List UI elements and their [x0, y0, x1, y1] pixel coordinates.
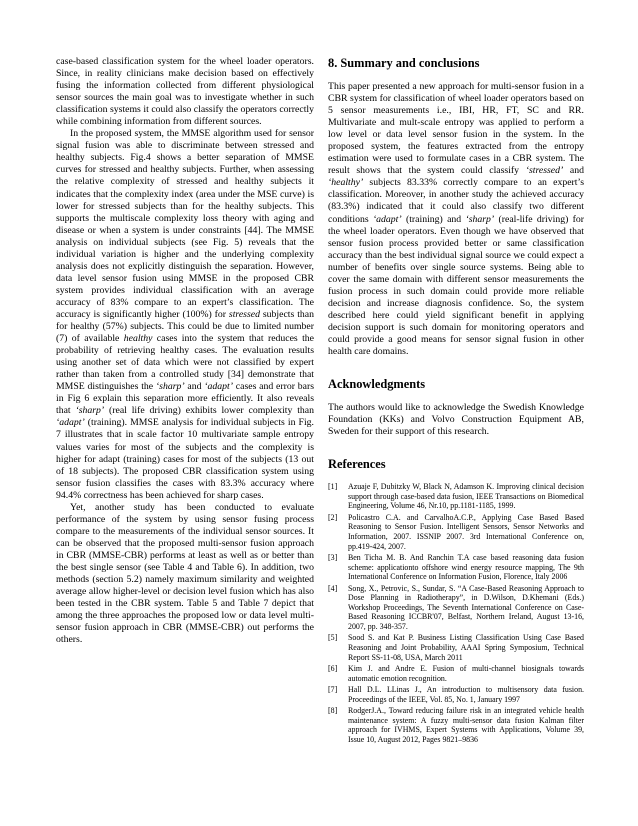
section-heading-acknowledgments: Acknowledgments: [328, 377, 426, 392]
reference-item: [328, 706, 584, 744]
text-run: case-based classification system for the wheel loader operators. Since, in reality clinicians make decision based on effectively fusing the information collected from different physiological sensor sources the main goal was to investigate whether in such classification systems it could also classify the operators correctly while combining information from different sources.: [56, 56, 314, 128]
section-heading-references: References: [328, 457, 386, 472]
reference-item: [328, 482, 584, 511]
italic-run: ‘sharp’: [75, 405, 105, 417]
text-run: cases and error bars in Fig 6 explain this separation more efficiently. It also reveals that: [56, 381, 314, 417]
text-run: Yet, another study has been conducted to evaluate performance of the system by using sensor fusing process compare to the measurements of the individual sensor sources. It can be observed that the proposed multi-sensor fusion approach in CBR (MMSE-CBR) performs at least as well as or better than the best single sensor (see Table 4 and Table 6). In addition, two methods (section 5.2) namely maximum similarity and weighted average allow higher-level or decision level fusion which has also been tested in the CBR system. Table 5 and Table 7 depict that among the three approaches the proposed low or data level multi-sensor fusion approach in CBR (MMSE-CBR) out performs the others.: [56, 501, 314, 646]
reference-list: [328, 482, 584, 744]
text-run: cases into the system that reduces the probability of retrieving healthy cases. The evaluation results using another set of data which were not classified by expert rather than taken from a controlled study [34] demonstrate that MMSE distinguishes the: [56, 333, 314, 393]
reference-text: Kim J. and Andre E. Fusion of multi-channel biosignals towards automatic emotion recognition.: [348, 664, 584, 683]
text-run: and: [563, 165, 584, 177]
left-column: [56, 56, 314, 646]
acknowledgments-paragraph: The authors would like to acknowledge the Swedish Knowledge Foundation (KKs) and Volvo Construction Equipment AB, Sweden for their support of this research.: [328, 402, 584, 438]
text-run: (training). MMSE analysis for individual subjects in Fig. 7 illustrates that in scale factor 10 multivariate sample entropy values varies for most of the subjects and the complexity is higher for adapt (training) cases for most of the subjects (13 out of 18 subjects). The proposed CBR classification system using sensor fusion classifies the cases with 83.3% accuracy where 94.4% correctness has been achieved for sharp cases.: [56, 417, 314, 501]
reference-number: [1]: [328, 482, 338, 492]
reference-number: [4]: [328, 583, 338, 593]
italic-run: ‘sharp’: [465, 213, 495, 225]
reference-text: Song, X., Petrovic, S., Sundar, S. “A Case-Based Reasoning Approach to Dose Planning in Radiotherapy”, in D.Wilson, D.Khemani (Eds.) Workshop Proceedings, The Seventh International Conference on Case-Based Reasoning ICCBR'07, Belfast, Northern Ireland, August 13-16, 2007, pp. 348-357.: [348, 583, 584, 631]
text-run: In the proposed system, the MMSE algorithm used for sensor signal fusion was able to discriminate between stressed and healthy subjects. Fig.4 shows a better separation of MMSE curves for stressed and healthy subjects. Further, when assessing the relative complexity of stressed and healthy subjects it indicates that the complexity index (area under the MSE curve) is lower for stressed subjects than for the healthy subjects. This supports the multiscale complexity loss theory with aging and disease or when a system is under constraints [44]. The MMSE analysis on individual subjects (see Fig. 5) reveals that the individual variation is higher and the underlying complexity analysis does not explicitly distinguish the separation. However, data level sensor fusion using MMSE in the proposed CBR system provides individual classification with an average accuracy of 83% compare to an expert’s classification. The accuracy is significantly higher (100%) for: [56, 128, 314, 320]
italic-run: ‘adapt’: [372, 213, 402, 225]
italic-run: stressed: [228, 308, 260, 320]
reference-text: Ben Ticha M. B. And Ranchin T.A case based reasoning data fusion scheme: applicationto offshore wind energy resource mapping, The 9th International Conference on Information Fusion, Florence, Italy 2006: [348, 553, 584, 582]
summary-paragraph: [328, 81, 584, 358]
reference-number: [3]: [328, 553, 338, 563]
discussion-paragraph-1: [56, 56, 314, 128]
italic-run: ‘healthy’: [328, 177, 364, 189]
italic-run: ‘adapt’: [56, 417, 85, 429]
reference-item: [328, 664, 584, 683]
reference-item: [328, 685, 584, 704]
reference-text: RodgerJ.A., Toward reducing failure risk in an integrated vehicle health maintenance system: A fuzzy multi-sensor data fusion Kalman filter approach for IVHMS, Expert Systems with Applications, Volume 39, Issue 10, August 2012, Pages 9821–9836: [348, 706, 584, 744]
right-column: [328, 56, 584, 746]
text-run: and: [184, 381, 205, 393]
italic-run: ‘stressed’: [525, 165, 564, 177]
reference-text: Azuaje F, Dubitzky W, Black N, Adamson K. Improving clinical decision support through case-based data fusion, IEEE Transactions on Biomedical Engineering, Volume 46, Nr.10, pp.1181-1185, 1999.: [348, 482, 584, 511]
reference-number: [7]: [328, 685, 338, 695]
text-run: subjects 83.33% correctly compare to an expert’s classification. Moreover, in another study the achieved accuracy (83.3%) indicated that it could also classify two different conditions: [328, 177, 584, 225]
reference-item: [328, 553, 584, 582]
text-run: subjects than for healthy (57%) subjects. This could be due to limited number (7) of available: [56, 308, 314, 345]
discussion-paragraph-2: [56, 128, 314, 501]
reference-number: [5]: [328, 633, 338, 643]
reference-text: Sood S. and Kat P. Business Listing Classification Using Case Based Reasoning and Joint Probability, AAAI Spring Symposium, Technical Report SS-11-08, USA, March 2011: [348, 633, 584, 662]
reference-text: Hall D.L. LLinas J., An introduction to multisensory data fusion. Proceedings of the IEEE, Vol. 85, No. 1, January 1997: [348, 685, 584, 704]
reference-item: [328, 513, 584, 551]
reference-number: [6]: [328, 664, 338, 674]
reference-number: [8]: [328, 706, 338, 716]
discussion-paragraph-3: [56, 502, 314, 647]
reference-item: [328, 584, 584, 632]
section-heading-summary: 8. Summary and conclusions: [328, 56, 480, 70]
italic-run: ‘sharp’: [155, 381, 185, 393]
text-run: (training) and: [401, 213, 466, 225]
text-run: This paper presented a new approach for multi-sensor fusion in a CBR system for classification of wheel loader operators based on 5 sensor measurements i.e., IBI, HR, FT, SC and RR. Multivariate and mult-scale entropy was applied to perform a low level or data level sensor fusion in the system. In the proposed system, the features extracted from the entropy estimation were used to formulate cases in a CBR system. The result shows that the system could classify: [328, 81, 584, 177]
reference-number: [2]: [328, 512, 338, 522]
italic-run: ‘adapt’: [204, 381, 233, 393]
reference-text: Policastro C.A. and CarvalhoA.C.P., Applying Case Based Based Reasoning to Sensor Fusion. Intelligent Sensors, Sensor Networks and Information, 2007. ISSNIP 2007. 3rd International Conference on, pp.419-424, 2007.: [348, 512, 584, 551]
italic-run: healthy: [123, 333, 153, 345]
text-run: (real life driving) exhibits lower complexity than: [104, 405, 314, 417]
reference-item: [328, 633, 584, 662]
text-run: (real-life driving) for the wheel loader operators. Even though we have observed that sensor fusion process provided better or same classification accuracy than the best individual signal source we could expect a number of benefits over single source systems. Being able to cover the same domain with different sensor measurements the fusion process in such domain could provide more reliable decision and increase diagnosis confidence. So, the system described here could yield significant benefit in applying decision support is such domain for monitoring operators and could provide a good means for sensor signal fusion in other health care domains.: [328, 213, 584, 358]
